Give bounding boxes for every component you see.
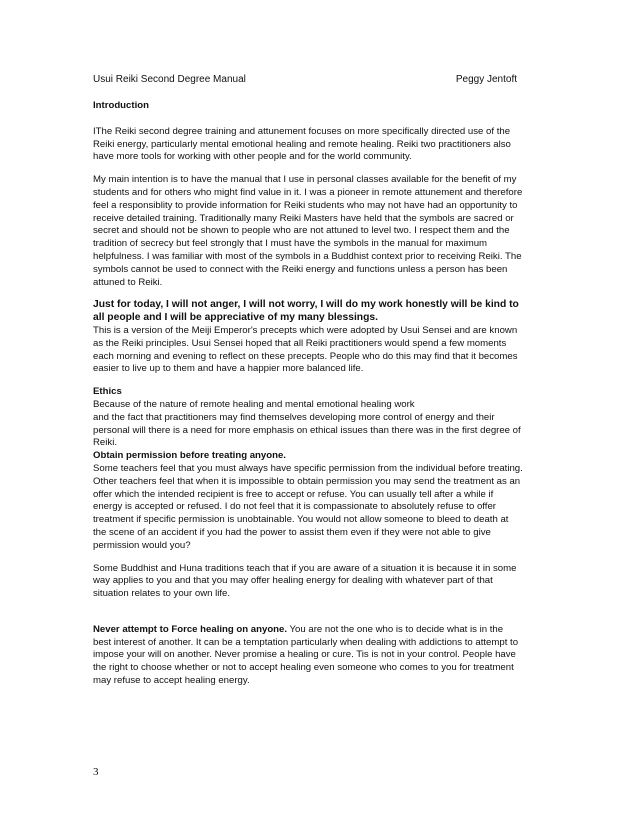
page-number: 3 [93,766,99,778]
force-text: You are not the one who is to decide what is in the best interest of another. It can be a temptation particularly when dealing with addictions to attempt to impose your will on another. Never promise a healing or cure. Tis is not in your control. People have the right to choose whether or not to accept healing even someone who comes to you for treatment may refuse to accept healing energy. [93,623,519,687]
force-heading: Never attempt to Force healing on anyone. [93,623,288,635]
header-author: Peggy Jentoft [455,74,517,85]
intro-paragraph-1: IThe Reiki second degree training and attunement focuses on more specifically directed use of the Reiki energy, particularly mental emotional healing and remote healing. Reiki two practitioners also have more tools for working with other people and for the world community. [93,125,511,163]
page-body [93,100,523,688]
header-title: Usui Reiki Second Degree Manual [93,74,246,85]
force-paragraph [93,624,523,688]
ethics-paragraph: and the fact that practitioners may find themselves developing more control of energy and their personal will there is a need for more emphasis on ethical issues than there was in the first degree of Reiki. [93,411,521,449]
permission-paragraph: Some teachers feel that you must always have specific permission from the individual before treating. Other teachers feel that when it is impossible to obtain permission you may send the treatment as an offer which the intended recipient is free to accept or refuse. You can usually tell after a while if energy is accepted or refused. I do not feel that it is compassionate to absolutely refuse to offer treatment if specific permission is unobtainable. You would not allow someone to bleed to death at the scene of an accident if you had the power to assist them even if they were not able to give permission would you? [93,462,523,551]
precepts-statement: Just for today, I will not anger, I will not worry, I will do my work honestly will be kind to all people and I will be appreciative of my many blessings. [93,299,519,324]
page-header [93,74,517,85]
introduction-heading: Introduction [93,100,149,111]
ethics-line-1: Because of the nature of remote healing and mental emotional healing work [93,398,415,410]
huna-paragraph: Some Buddhist and Huna traditions teach that if you are aware of a situation it is because it in some way applies to you and that you may offer healing energy for dealing with whatever part of that situation relates to your own life. [93,562,517,600]
permission-heading: Obtain permission before treating anyone. [93,450,286,462]
intro-paragraph-2: My main intention is to have the manual that I use in personal classes available for the benefit of my students and for others who might find value in it. I was a pioneer in remote attunement and therefore feel a responsiblity to provide information for Reiki students who may not have had an opportunity to receive detailed training. Traditionally many Reiki Masters have held that the symbols are sacred or secret and should not be shown to people who are not attuned to level two. I respect them and the tradition of secrecy but feel strongly that I must have the symbols in the manual for maximum helpfulness. I was familiar with most of the symbols in a Buddhist context prior to receiving Reiki. The symbols cannot be used to connect with the Reiki energy and functions unless a person has been attuned to Reiki. [93,174,523,288]
ethics-heading: Ethics [93,386,122,398]
precepts-paragraph [93,299,523,376]
precepts-explanation: This is a version of the Meiji Emperor's precepts which were adopted by Usui Sensei and are known as the Reiki principles. Usui Sensei hoped that all Reiki practitioners would spend a few moments each morning and evening to reflect on these precepts. People who do this may find that it becomes easier to live up to them and have a happier more balanced life. [93,324,518,375]
